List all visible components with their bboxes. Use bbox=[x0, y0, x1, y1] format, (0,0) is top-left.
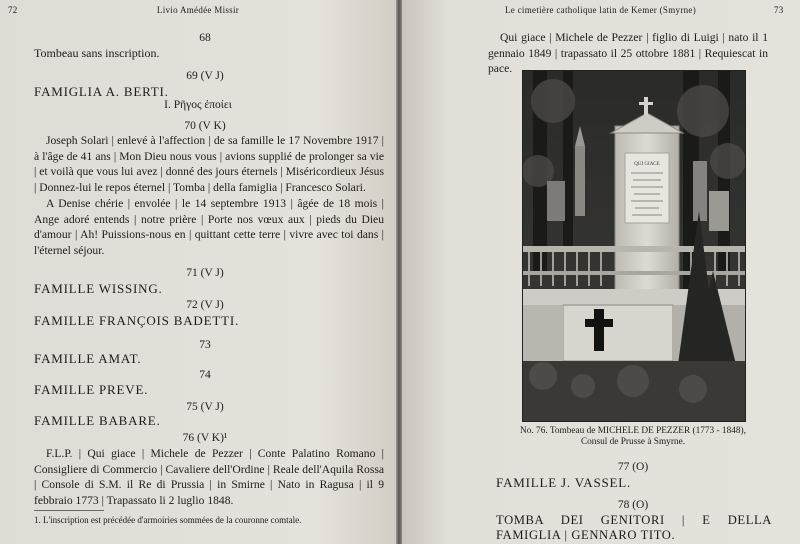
right-running-head: Le cimetière catholique latin de Kemer (Smyrne) bbox=[505, 5, 697, 15]
entry-77-number: 77 (O) bbox=[617, 461, 649, 473]
entry-69-number: 69 (V J) bbox=[186, 70, 224, 82]
entry-70-number: 70 (V K) bbox=[184, 120, 226, 132]
entry-69-greek: Ι. Ρῆγος ἐποίει bbox=[164, 99, 232, 111]
entry-74-number: 74 bbox=[199, 369, 211, 381]
entry-75-family: FAMILLE BABARE. bbox=[34, 413, 161, 428]
entry-73-number: 73 bbox=[199, 339, 211, 351]
right-page-number: 73 bbox=[774, 5, 784, 15]
entry-78-number: 78 (O) bbox=[617, 499, 649, 511]
entry-78-text: TOMBA DEI GENITORI | E DELLA FAMIGLIA | GENNARO TITO. bbox=[496, 513, 772, 542]
entry-71-family: FAMILLE WISSING. bbox=[34, 281, 163, 296]
footnote-rule bbox=[34, 510, 104, 511]
entry-69-family: FAMIGLIA A. BERTI. bbox=[34, 84, 169, 99]
entry-77-family: FAMILLE J. VASSEL. bbox=[496, 475, 632, 490]
entry-75-number: 75 (V J) bbox=[186, 401, 224, 413]
entry-74-family: FAMILLE PREVE. bbox=[34, 382, 149, 397]
continuation-text: Qui giace | Michele de Pezzer | figlio di Luigi | nato il 1 gennaio 1849 | trapassato il 25 ottobre 1881 | Requiescat in pace. bbox=[488, 31, 768, 76]
tomb-photograph bbox=[522, 70, 746, 422]
entry-68-number: 68 bbox=[199, 32, 211, 44]
entry-70-paragraph-1: Joseph Solari | enlevé à l'affection | de sa famille le 17 Novembre 1917 | à l'âge de 41 ans | Mon Dieu nous vous | avions supplié de prolonger sa vie | et voilà que vous lui avez | donné des jours éternels | Miséricordieux Jésus | Donnez-lui le repos éternel | Tomba | della famiglia | Francesco Solari. bbox=[34, 134, 384, 194]
photo-caption-line-2: Consul de Prusse à Smyrne. bbox=[580, 437, 686, 447]
stele-inscription: QUI GIACE bbox=[634, 162, 660, 167]
footnote: 1. L'inscription est précédée d'armoiries sommées de la couronne comtale. bbox=[34, 515, 302, 525]
photo-caption-line-1: No. 76. Tombeau de MICHELE DE PEZZER (1773 - 1848), bbox=[520, 426, 746, 436]
entry-72-number: 72 (V J) bbox=[186, 299, 224, 311]
entry-76-text: F.L.P. | Qui giace | Michele de Pezzer | Conte Palatino Romano | Consigliere di Commercio | Cavaliere dell'Ordine | Reale dell'Aquila Rossa | Console di S.M. il Re di Prussia | in Smirne | Nato in Ragusa | il 9 febbraio 1773 | Trapassato li 2 luglio 1848. bbox=[34, 447, 384, 507]
left-running-head: Livio Amédée Missir bbox=[156, 5, 240, 15]
entry-71-number: 71 (V J) bbox=[186, 267, 224, 279]
entry-72-family: FAMILLE FRANÇOIS BADETTI. bbox=[34, 313, 240, 328]
entry-73-family: FAMILLE AMAT. bbox=[34, 351, 142, 366]
left-page-number: 72 bbox=[8, 5, 18, 15]
entry-76-number: 76 (V K)¹ bbox=[182, 432, 228, 444]
entry-68-text: Tombeau sans inscription. bbox=[34, 46, 160, 60]
entry-70-paragraph-2: A Denise chérie | envolée | le 14 septembre 1913 | âgée de 18 mois | Ange adoré entends | notre prière | Porte nos vœux aux | pieds du Dieu d'amour | Ah! Puissions-nous en | quittant cette terre | vivre avec toi dans | l'éternel séjour. bbox=[34, 197, 384, 257]
